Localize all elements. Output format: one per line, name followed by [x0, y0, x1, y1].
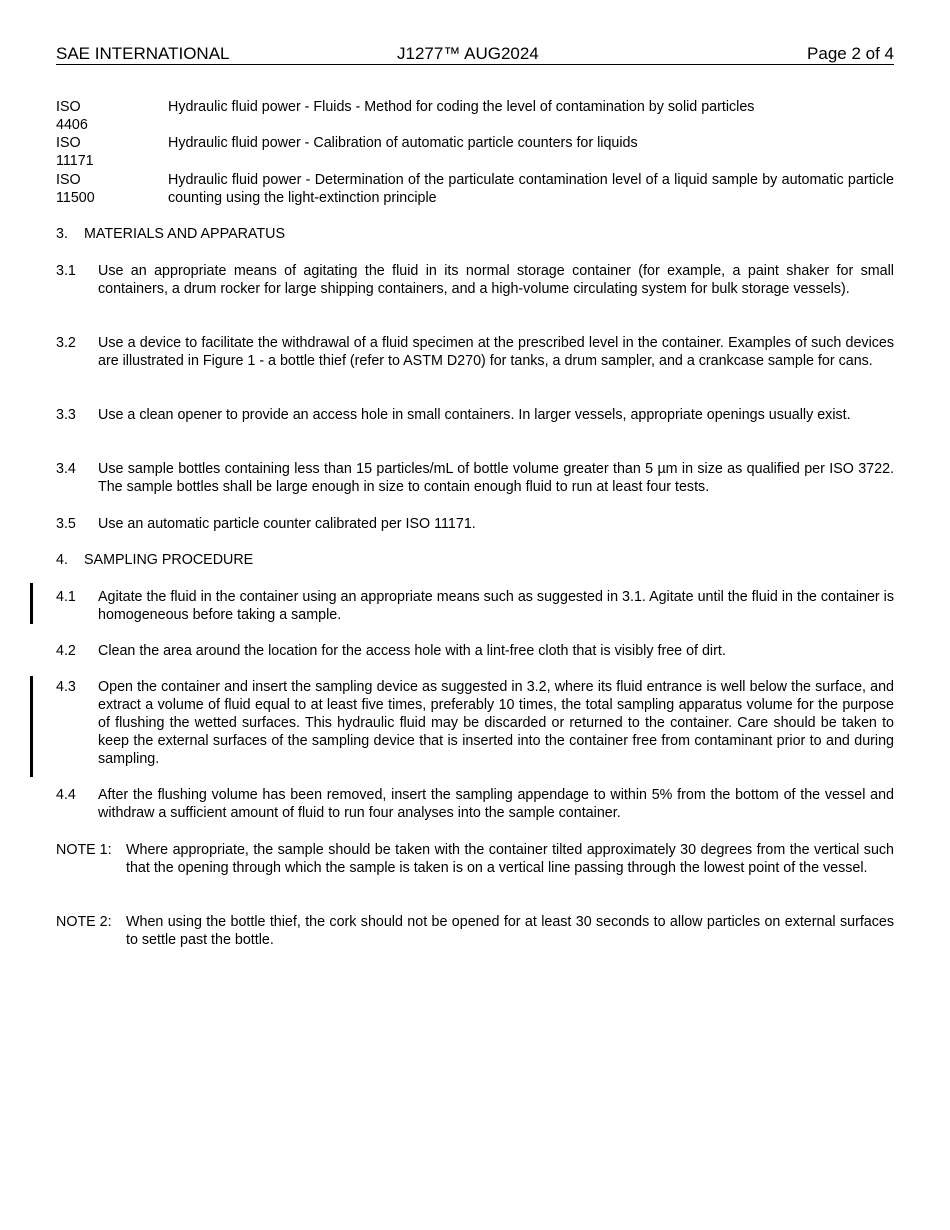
item-text: Clean the area around the location for the access hole with a lint-free cloth that is visibly free of dirt. [98, 643, 726, 659]
reference-code: ISO 11500 [56, 172, 95, 206]
item-text: Use sample bottles containing less than 15 particles/mL of bottle volume greater than 5 µm in size as qualified per ISO 3722. The sample bottles shall be large enough in size to contain enough fluid to run at least four tests. [98, 461, 894, 495]
header-page-number: Page 2 of 4 [807, 44, 894, 63]
section-3-heading [56, 225, 285, 243]
item-number: 4.4 [56, 787, 76, 803]
item-number: 3.1 [56, 263, 76, 279]
revision-change-bar [30, 583, 33, 624]
revision-change-bar [30, 676, 33, 777]
item-text: Use an automatic particle counter calibrated per ISO 11171. [98, 516, 476, 532]
note-text: When using the bottle thief, the cork should not be opened for at least 30 seconds to allow particles on external surfaces to settle past the bottle. [126, 914, 894, 948]
reference-code: ISO 4406 [56, 99, 88, 133]
header-org: SAE INTERNATIONAL [56, 44, 230, 63]
section-title: MATERIALS AND APPARATUS [84, 226, 285, 242]
item-text: Open the container and insert the sampling device as suggested in 3.2, where its fluid entrance is well below the surface, and extract a volume of fluid equal to at least five times, preferably 10 times, the total sampling apparatus volume for the purpose of flushing the wetted surfaces. This hydraulic fluid may be discarded or returned to the container. Care should be taken to keep the external surfaces of the sampling device that is inserted into the container free from contaminant prior to and during sampling. [98, 679, 894, 767]
item-number: 4.3 [56, 679, 76, 695]
item-number: 4.1 [56, 589, 76, 605]
section-title: SAMPLING PROCEDURE [84, 552, 254, 568]
note-text: Where appropriate, the sample should be taken with the container tilted approximately 30 degrees from the vertical such that the opening through which the sample is taken is on a vertical line passing through the lowest point of the vessel. [126, 842, 894, 876]
item-text: After the flushing volume has been removed, insert the sampling appendage to within 5% from the bottom of the vessel and withdraw a sufficient amount of fluid to run four analyses into the sample container. [98, 787, 894, 821]
item-number: 3.5 [56, 516, 76, 532]
reference-code: ISO 11171 [56, 135, 94, 169]
reference-title: Hydraulic fluid power - Fluids - Method for coding the level of contamination by solid particles [168, 99, 755, 115]
item-number: 3.4 [56, 461, 76, 477]
header-doc-id: J1277™ AUG2024 [397, 44, 539, 63]
section-4-heading [56, 551, 253, 569]
item-text: Use an appropriate means of agitating the fluid in its normal storage container (for example, a paint shaker for small containers, a drum rocker for large shipping containers, and a high-volume circulating system for bulk storage vessels). [98, 263, 894, 297]
item-text: Agitate the fluid in the container using an appropriate means such as suggested in 3.1. Agitate until the fluid in the container is homogeneous before taking a sample. [98, 589, 894, 623]
note-label: NOTE 1: [56, 842, 112, 858]
item-text: Use a clean opener to provide an access hole in small containers. In larger vessels, appropriate openings usually exist. [98, 407, 851, 423]
note-label: NOTE 2: [56, 914, 112, 930]
item-number: 3.3 [56, 407, 76, 423]
reference-title: Hydraulic fluid power - Calibration of automatic particle counters for liquids [168, 135, 638, 151]
page-header [56, 43, 894, 65]
section-number: 4. [56, 552, 68, 568]
item-number: 4.2 [56, 643, 76, 659]
item-text: Use a device to facilitate the withdrawal of a fluid specimen at the prescribed level in the container. Examples of such devices are illustrated in Figure 1 - a bottle thief (refer to ASTM D270) for tanks, a drum sampler, and a crankcase sample for cans. [98, 335, 894, 369]
item-number: 3.2 [56, 335, 76, 351]
section-number: 3. [56, 226, 68, 242]
reference-title: Hydraulic fluid power - Determination of the particulate contamination level of a liquid sample by automatic particle counting using the light-extinction principle [168, 172, 894, 206]
